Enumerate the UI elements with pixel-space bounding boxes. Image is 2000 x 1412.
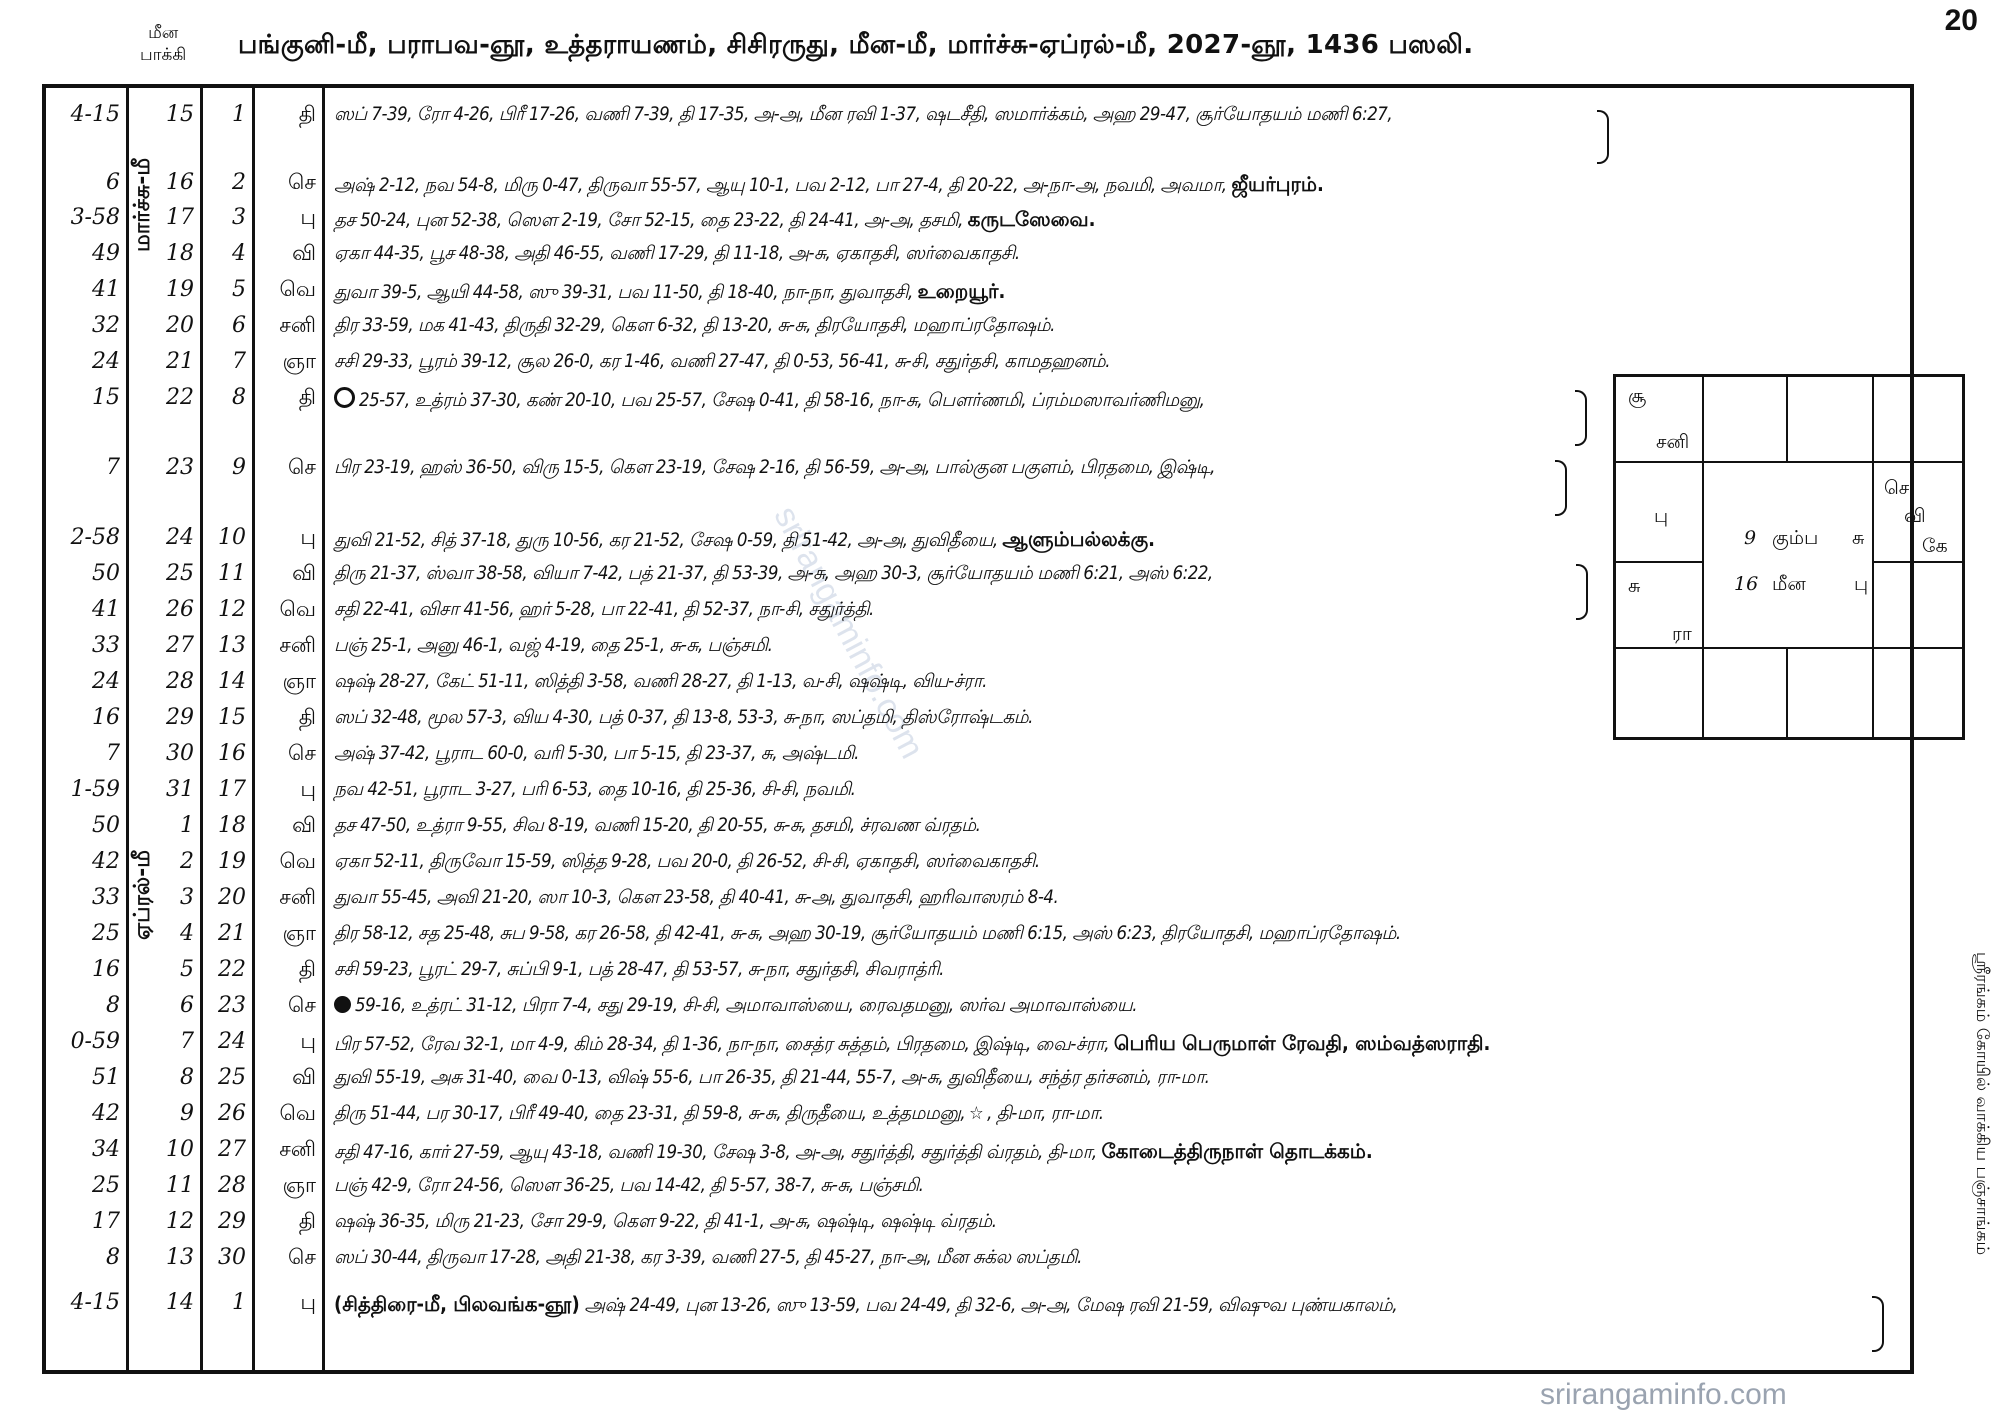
chart-cell-mercury: பு [1654,505,1669,527]
weekday: பு [300,1029,316,1053]
day-details [334,743,859,766]
tamil-date: 3 [232,205,246,230]
english-date: 23 [166,455,194,480]
details-text: அஷ் 2-12, நவ 54-8, மிரு 0-47, திருவா 55-57, ஆயு 10-1, பவ 2-12, பா 27-4, தி 20-22, அ-நா-அ, நவமி, அவமா, [334,175,1227,196]
bracket-icon [1597,110,1609,164]
weekday: தி [298,957,316,981]
weekday: செ [288,993,316,1017]
english-date: 3 [180,885,194,910]
details-text: ஸப் 7-39, ரோ 4-26, பிரீ 17-26, வணி 7-39, தி 17-35, அ-அ, மீன ரவி 1-37, ஷடசீதி, ஸமார்க்கம், அஹ 29-47, சூர்யோதயம் மணி 6:27, [334,104,1393,125]
details-text: திர 58-12, சத 25-48, சுப 9-58, கர 26-58, தி 42-41, சு-சு, அஹ 30-19, சூர்யோதயம் மணி 6:15, அஸ் 6:23, திரயோதசி, மஹாப்ரதோஷம். [334,923,1401,944]
day-details [334,1247,1082,1270]
weekday: ஞா [282,669,316,693]
tamil-date: 6 [232,313,246,338]
english-date: 24 [166,525,194,550]
chart-center-planet1: சு [1852,527,1865,549]
tamil-date: 2 [232,170,246,195]
day-details [334,959,944,982]
bracket-icon [1872,1296,1884,1352]
baki-value: 24 [92,669,120,694]
english-date: 12 [166,1209,194,1234]
tamil-date: 22 [218,957,246,982]
tamil-date: 30 [218,1245,246,1270]
chart-center-rasi1: கும்ப [1772,527,1819,549]
day-details [334,923,1401,946]
rasi-chart [1613,374,1965,740]
page-number: 20 [1944,4,1978,37]
weekday: ஞா [282,349,316,373]
english-date: 14 [166,1290,194,1315]
details-text: பஞ் 25-1, அனு 46-1, வஜ் 4-19, தை 25-1, சு-சு, பஞ்சமி. [334,635,773,656]
bracket-icon [1575,390,1587,446]
weekday: தி [298,385,316,409]
baki-value: 50 [92,813,120,838]
day-details [334,527,1155,554]
column-divider [126,84,129,1374]
tamil-date: 1 [232,1290,246,1315]
watermark: srirangaminfo.com [766,500,932,765]
tamil-date: 16 [218,741,246,766]
details-text: சசி 29-33, பூரம் 39-12, சூல 26-0, கர 1-46, வணி 27-47, தி 0-53, 56-41, சு-சி, சதுர்தசி, காமதஹனம். [334,351,1110,372]
festival-label: கருடஸேவை. [967,207,1096,231]
tamil-date: 18 [218,813,246,838]
baki-value: 7 [106,741,120,766]
baki-value: 17 [92,1209,120,1234]
tamil-date: 8 [232,385,246,410]
details-text: அஷ் 37-42, பூராட 60-0, வரி 5-30, பா 5-15, தி 23-37, சு, அஷ்டமி. [334,743,859,764]
weekday: பு [300,777,316,801]
day-details [334,635,772,658]
page-title: பங்குனி-மீ, பராபவ-ஞூ, உத்தராயணம், சிசிரருது, மீன-மீ, மார்ச்சு-ஏப்ரல்-மீ, 2027-ஞூ, 1436 பஸலி. [238,30,1474,60]
english-date: 5 [180,957,194,982]
baki-value: 4-15 [70,1290,120,1315]
weekday: ஞா [282,1173,316,1197]
tamil-date: 9 [232,455,246,480]
details-text: துவி 55-19, அசு 31-40, வை 0-13, விஷ் 55-6, பா 26-35, தி 21-44, 55-7, அ-சு, துவிதீயை, சந்த்ர தர்சனம், ரா-மா. [334,1067,1210,1088]
details-text: துவி 21-52, சித் 37-18, துரு 10-56, கர 21-52, சேஷ 0-59, தி 51-42, அ-அ, துவிதீயை, [334,530,998,551]
english-date: 20 [166,313,194,338]
english-date: 6 [180,993,194,1018]
day-details [334,887,1058,910]
tamil-date: 10 [218,525,246,550]
weekday: செ [288,170,316,194]
baki-value: 41 [92,277,120,302]
baki-value: 7 [106,455,120,480]
day-details [334,351,1110,374]
baki-value: 3-58 [70,205,120,230]
chart-center-rasi2: மீன [1772,573,1806,595]
weekday: வெ [279,1101,316,1125]
tamil-date: 14 [218,669,246,694]
tamil-date: 23 [218,993,246,1018]
english-date: 11 [166,1173,194,1198]
english-date: 27 [166,633,194,658]
chart-line [1872,377,1874,737]
day-details [334,1292,1397,1319]
column-divider [252,84,255,1374]
details-text: ஸப் 32-48, மூல 57-3, விய 4-30, பத் 0-37, தி 13-8, 53-3, சு-நா, ஸப்தமி, திஸ்ரோஷ்டகம். [334,707,1033,728]
details-text: திர 33-59, மக 41-43, திருதி 32-29, கௌ 6-32, தி 13-20, சு-சு, திரயோதசி, மஹாப்ரதோஷம். [334,315,1055,336]
chart-cell-rahu: ரா [1672,623,1692,645]
tamil-date: 28 [218,1173,246,1198]
baki-value: 8 [106,1245,120,1270]
tamil-date: 21 [218,921,246,946]
chart-center-num2: 16 [1734,573,1759,595]
english-date: 25 [166,561,194,586]
baki-label: பாக்கி [140,45,187,65]
details-text: பிர 57-52, ரேவ 32-1, மா 4-9, கிம் 28-34, தி 1-36, நா-நா, சைத்ர சுத்தம், பிரதமை, இஷ்டி, வை-ச்ரா, [334,1034,1110,1055]
details-text: ஏகா 44-35, பூச 48-38, அதி 46-55, வணி 17-29, தி 11-18, அ-சு, ஏகாதசி, ஸர்வைகாதசி. [334,243,1020,264]
festival-label: உறையூர். [917,279,1006,303]
weekday: செ [288,1245,316,1269]
details-text: துவா 39-5, ஆயி 44-58, ஸு 39-31, பவ 11-50, தி 18-40, நா-நா, துவாதசி, [334,282,913,303]
tamil-date: 12 [218,597,246,622]
festival-label: பெரிய பெருமாள் ரேவதி, ஸம்வத்ஸராதி. [1113,1031,1491,1055]
tamil-date: 26 [218,1101,246,1126]
details-text: சசி 59-23, பூரட் 29-7, சுப்பி 9-1, பத் 28-47, தி 53-57, சு-நா, சதுர்தசி, சிவராத்ரி. [334,959,944,980]
baki-value: 1-59 [70,777,120,802]
weekday: சனி [279,313,316,337]
baki-value: 32 [92,313,120,338]
english-date: 29 [166,705,194,730]
tamil-date: 24 [218,1029,246,1054]
baki-value: 50 [92,561,120,586]
day-details [334,1031,1490,1058]
details-text-suffix: , தி-மா, ரா-மா. [987,1103,1104,1124]
chart-center-num1: 9 [1744,527,1757,549]
baki-value: 2-58 [70,525,120,550]
details-text: சதி 22-41, விசா 41-56, ஹர் 5-28, பா 22-41, தி 52-37, நா-சி, சதுர்த்தி. [334,599,874,620]
chart-line [1616,647,1962,649]
tamil-date: 25 [218,1065,246,1090]
english-date: 26 [166,597,194,622]
month-label-march: மார்ச்சு-மீ [130,157,155,252]
english-date: 1 [180,813,194,838]
weekday: வெ [279,849,316,873]
details-text: பிர 23-19, ஹஸ் 36-50, விரு 15-5, கௌ 23-19, சேஷ 2-16, தி 56-59, அ-அ, பால்குன பகுளம், பிரதமை, இஷ்டி, [334,457,1215,478]
day-details [334,1103,1104,1126]
baki-value: 8 [106,993,120,1018]
day-details [334,243,1020,266]
weekday: தி [298,102,316,126]
details-text: ஸப் 30-44, திருவா 17-28, அதி 21-38, கர 3-39, வணி 27-5, தி 45-27, நா-அ, மீன சுக்ல ஸப்தமி. [334,1247,1082,1268]
english-date: 19 [166,277,194,302]
baki-value: 16 [92,957,120,982]
day-details [334,315,1055,338]
weekday: ஞா [282,921,316,945]
english-date: 16 [166,170,194,195]
tamil-date: 1 [232,102,246,127]
footer-website-link[interactable]: srirangaminfo.com [1540,1378,1787,1411]
day-details [334,599,874,622]
tamil-date: 17 [218,777,246,802]
details-text: 25-57, உத்ரம் 37-30, கண் 20-10, பவ 25-57, சேஷ 0-41, தி 58-16, நா-சு, பௌர்ணமி, ப்ரம்மஸாவர்ணிமனு, [359,390,1205,411]
tamil-date: 19 [218,849,246,874]
english-date: 2 [180,849,194,874]
baki-value: 16 [92,705,120,730]
english-date: 13 [166,1245,194,1270]
chart-line [1872,561,1962,563]
weekday: செ [288,741,316,765]
baki-value: 25 [92,921,120,946]
chart-center-planet2: பு [1854,573,1869,595]
weekday: வி [292,241,316,265]
chart-line [1616,461,1962,463]
day-details [334,104,1392,127]
month-label-april: ஏப்ரல்-மீ [130,849,155,940]
details-text: தச 50-24, புன 52-38, ஸௌ 2-19, சோ 52-15, தை 23-22, தி 24-41, அ-அ, தசமி, [334,210,963,231]
baki-value: 33 [92,633,120,658]
tamil-date: 27 [218,1137,246,1162]
english-date: 21 [166,349,194,374]
day-details [334,563,1213,586]
column-divider [322,84,325,1374]
english-date: 22 [166,385,194,410]
day-details [334,1175,923,1198]
details-text: திரு 21-37, ஸ்வா 38-58, வியா 7-42, பத் 21-37, தி 53-39, அ-சு, அஹ 30-3, சூர்யோதயம் மணி 6:21, அஸ் 6:22, [334,563,1213,584]
baki-value: 0-59 [70,1029,120,1054]
bracket-icon [1555,460,1567,516]
english-date: 7 [180,1029,194,1054]
weekday: பு [300,525,316,549]
bracket-icon [1576,564,1588,620]
chart-cell-sun: சூ [1628,385,1647,407]
baki-value: 25 [92,1173,120,1198]
day-details [334,172,1324,199]
tamil-date: 11 [218,561,246,586]
baki-value: 41 [92,597,120,622]
details-text: துவா 55-45, அவி 21-20, ஸா 10-3, கௌ 23-58, தி 40-41, சு-அ, துவாதசி, ஹரிவாஸரம் 8-4. [334,887,1059,908]
details-text: பஞ் 42-9, ரோ 24-56, ஸௌ 36-25, பவ 14-42, தி 5-57, 38-7, சு-சு, பஞ்சமி. [334,1175,924,1196]
chart-cell-ketu: கே [1922,535,1948,557]
day-details [334,995,1137,1018]
weekday: சனி [279,885,316,909]
side-publication-title: ஸ்ரீரங்கம் கோயில் வாக்கிய பஞ்சாங்கம் [1972,952,1992,1256]
details-text: ஏகா 52-11, திருவோ 15-59, ஸித்த 9-28, பவ 20-0, தி 26-52, சி-சி, ஏகாதசி, ஸர்வைகாதசி. [334,851,1040,872]
baki-value: 49 [92,241,120,266]
baki-value: 34 [92,1137,120,1162]
baki-value: 42 [92,849,120,874]
month-start-label: (சித்திரை-மீ, பிலவங்க-ஞூ) [334,1292,580,1316]
weekday: செ [288,455,316,479]
baki-value: 15 [92,385,120,410]
festival-label: ஆளும்பல்லக்கு. [1002,527,1155,551]
weekday: வி [292,1065,316,1089]
weekday: தி [298,1209,316,1233]
chart-line [1786,647,1788,737]
english-date: 18 [166,241,194,266]
day-details [334,207,1096,234]
weekday: வெ [279,597,316,621]
tamil-date: 5 [232,277,246,302]
english-date: 17 [166,205,194,230]
tamil-date: 20 [218,885,246,910]
day-details [334,815,980,838]
star-icon: ☆ [969,1103,984,1124]
tamil-date: 7 [232,349,246,374]
baki-value: 6 [106,170,120,195]
pournami-circle-icon [334,387,355,408]
weekday: வெ [279,277,316,301]
baki-value: 24 [92,349,120,374]
day-details [334,707,1033,730]
english-date: 28 [166,669,194,694]
details-text: திரு 51-44, பர 30-17, பிரீ 49-40, தை 23-31, தி 59-8, சு-சு, திருதீயை, உத்தமமனு, [334,1103,966,1124]
english-date: 15 [166,102,194,127]
chart-cell-saturn: சனி [1656,431,1690,453]
details-text: ஷஷ் 36-35, மிரு 21-23, சோ 29-9, கௌ 9-22, தி 41-1, அ-சு, ஷஷ்டி, ஷஷ்டி வ்ரதம். [334,1211,997,1232]
festival-label: கோடைத்திருநாள் தொடக்கம். [1101,1139,1373,1163]
english-date: 30 [166,741,194,766]
chart-line [1616,561,1702,563]
chart-cell-mars: செ [1884,477,1910,499]
meena-label: மீன [148,23,179,43]
day-details [334,1067,1209,1090]
day-details [334,851,1040,874]
baki-value: 33 [92,885,120,910]
weekday: பு [300,205,316,229]
details-text: நவ 42-51, பூராட 3-27, பரி 6-53, தை 10-16, தி 25-36, சி-சி, நவமி. [334,779,856,800]
english-date: 10 [166,1137,194,1162]
header-meena-baki-label [140,22,186,66]
day-details [334,1139,1373,1166]
chart-cell-jupiter: வி [1904,505,1926,527]
details-text: ஷஷ் 28-27, கேட் 51-11, ஸித்தி 3-58, வணி 28-27, தி 1-13, வ-சி, ஷஷ்டி, விய-ச்ரா. [334,671,987,692]
day-details [334,671,987,694]
details-text: தச 47-50, உத்ரா 9-55, சிவ 8-19, வணி 15-20, தி 20-55, சு-சு, தசமி, ச்ரவண வ்ரதம். [334,815,981,836]
tamil-date: 13 [218,633,246,658]
english-date: 8 [180,1065,194,1090]
amavasai-dot-icon [334,996,351,1013]
tamil-date: 4 [232,241,246,266]
details-text: அஷ் 24-49, புன 13-26, ஸு 13-59, பவ 24-49, தி 32-6, அ-அ, மேஷ ரவி 21-59, விஷுவ புண்யகாலம், [584,1295,1398,1316]
tamil-date: 29 [218,1209,246,1234]
baki-value: 4-15 [70,102,120,127]
day-details [334,457,1215,480]
english-date: 31 [166,777,194,802]
baki-value: 42 [92,1101,120,1126]
weekday: வி [292,561,316,585]
weekday: வி [292,813,316,837]
day-details [334,779,855,802]
day-details [334,279,1005,306]
english-date: 9 [180,1101,194,1126]
weekday: சனி [279,1137,316,1161]
festival-label: ஜீயர்புரம். [1231,172,1324,196]
weekday: சனி [279,633,316,657]
english-date: 4 [180,921,194,946]
tamil-date: 15 [218,705,246,730]
weekday: பு [300,1290,316,1314]
column-divider [200,84,203,1374]
chart-line [1786,377,1788,461]
day-details [334,1211,996,1234]
details-text: 59-16, உத்ரட் 31-12, பிரா 7-4, சது 29-19, சி-சி, அமாவாஸ்யை, ரைவதமனு, ஸர்வ அமாவாஸ்யை. [355,995,1137,1016]
details-text: சதி 47-16, கார் 27-59, ஆயு 43-18, வணி 19-30, சேஷ 3-8, அ-அ, சதுர்த்தி, சதுர்த்தி வ்ரதம், தி-மா, [334,1142,1097,1163]
chart-line [1702,377,1704,737]
baki-value: 51 [92,1065,120,1090]
weekday: தி [298,705,316,729]
day-details [334,387,1204,413]
chart-cell-venus: சு [1628,575,1641,597]
